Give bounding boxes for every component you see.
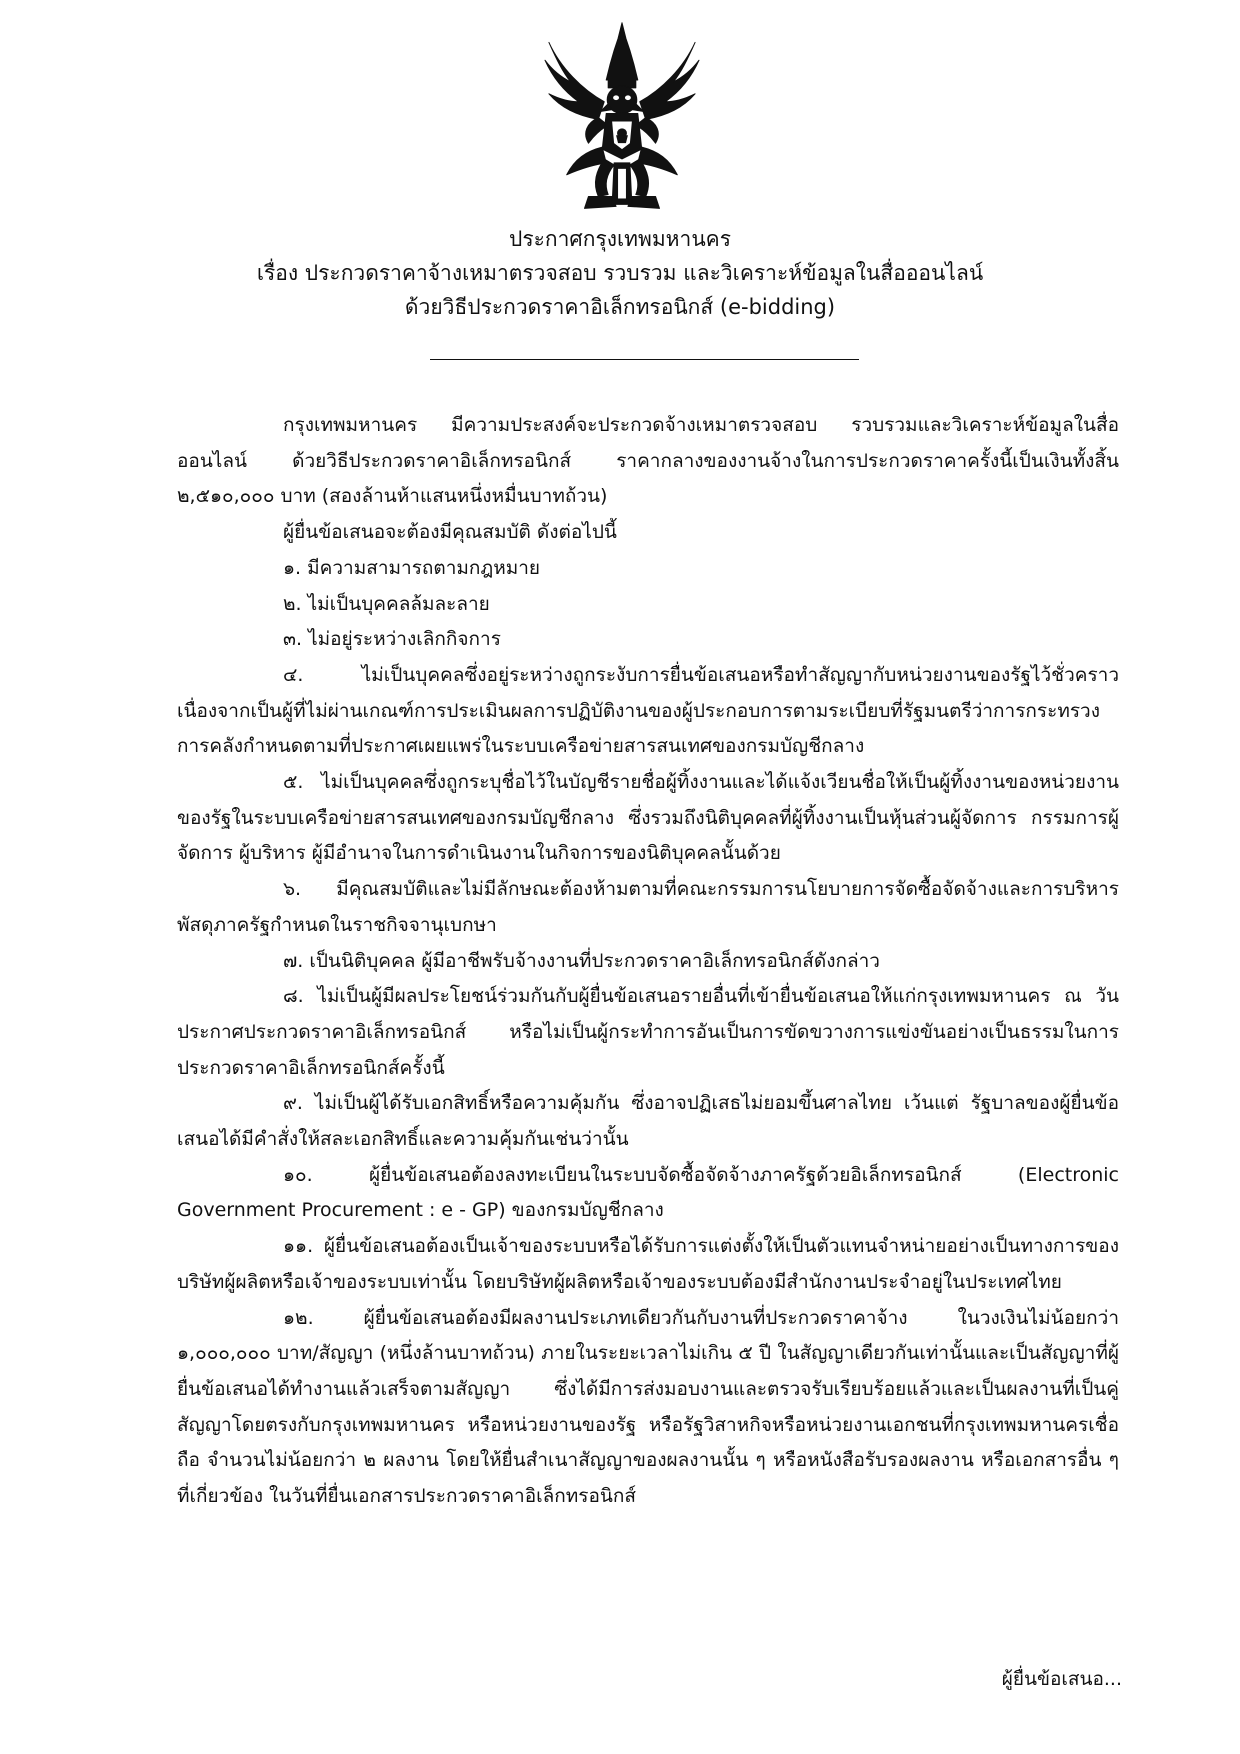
qualification-item-12: ๑๒. ผู้ยื่นข้อเสนอต้องมีผลงานประเภทเดียวกันกับงานที่ประกวดราคาจ้าง ในวงเงินไม่น้อยกว่า ๑,๐๐๐,๐๐๐ บาท/สัญญา (หนึ่งล้านบาทถ้วน) ภายในระยะเวลาไม่เกิน ๕ ปี ในสัญญาเดียวกันเท่านั้นและเป็นสัญญาที่ผู้ยื่นข้อเสนอได้ทำงานแล้วเสร็จตามสัญญา ซึ่งได้มีการส่งมอบงานและตรวจรับเรียบร้อยแล้วและเป็นผลงานที่เป็นคู่สัญญาโดยตรงกับกรุงเทพมหานคร หรือหน่วยงานของรัฐ หรือรัฐวิสาหกิจหรือหน่วยงานเอกชนที่กรุงเทพมหานครเชื่อถือ จำนวนไม่น้อยกว่า ๒ ผลงาน โดยให้ยื่นสำเนาสัญญาของผลงานนั้น ๆ หรือหนังสือรับรองผลงาน หรือเอกสารอื่น ๆ ที่เกี่ยวข้อง ในวันที่ยื่นเอกสารประกวดราคาอิเล็กทรอนิกส์ xyxy=(177,1306,1119,1508)
qualification-item-11: ๑๑. ผู้ยื่นข้อเสนอต้องเป็นเจ้าของระบบหรือได้รับการแต่งตั้งให้เป็นตัวแทนจำหน่ายอย่างเป็นทางการของบริษัทผู้ผลิตหรือเจ้าของระบบเท่านั้น โดยบริษัทผู้ผลิตหรือเจ้าของระบบต้องมีสำนักงานประจำอยู่ในประเทศไทย xyxy=(177,1235,1119,1293)
qualification-item-8: ๘. ไม่เป็นผู้มีผลประโยชน์ร่วมกันกับผู้ยื่นข้อเสนอรายอื่นที่เข้ายื่นข้อเสนอให้แก่กรุงเทพมหานคร ณ วันประกาศประกวดราคาอิเล็กทรอนิกส์ หรือไม่เป็นผู้กระทำการอันเป็นการขัดขวางการแข่งขันอย่างเป็นธรรมในการประกวดราคาอิเล็กทรอนิกส์ครั้งนี้ xyxy=(177,985,1119,1079)
announcement-method: ด้วยวิธีประกวดราคาอิเล็กทรอนิกส์ (e-bidding) xyxy=(404,295,836,319)
qualifications-lead: ผู้ยื่นข้อเสนอจะต้องมีคุณสมบัติ ดังต่อไปนี้ xyxy=(283,521,617,544)
announcement-subject: เรื่อง ประกวดราคาจ้างเหมาตรวจสอบ รวบรวม และวิเคราะห์ข้อมูลในสื่อออนไลน์ xyxy=(256,261,984,285)
qualification-item-1: ๑. มีความสามารถตามกฎหมาย xyxy=(283,556,541,579)
qualification-item-6: ๖. มีคุณสมบัติและไม่มีลักษณะต้องห้ามตามที่คณะกรรมการนโยบายการจัดซื้อจัดจ้างและการบริหารพัสดุภาครัฐกำหนดในราชกิจจานุเบกษา xyxy=(177,878,1119,936)
header-divider xyxy=(430,359,859,360)
garuda-emblem xyxy=(543,20,701,215)
qualification-item-2: ๒. ไม่เป็นบุคคลล้มละลาย xyxy=(283,592,490,615)
announcement-authority: ประกาศกรุงเทพมหานคร xyxy=(509,227,731,251)
qualification-item-9: ๙. ไม่เป็นผู้ได้รับเอกสิทธิ์หรือความคุ้มกัน ซึ่งอาจปฏิเสธไม่ยอมขึ้นศาลไทย เว้นแต่ รัฐบาลของผู้ยื่นข้อเสนอได้มีคำสั่งให้สละเอกสิทธิ์และความคุ้มกันเช่นว่านั้น xyxy=(177,1092,1119,1151)
page-continuation: ผู้ยื่นข้อเสนอ... xyxy=(1001,1668,1122,1690)
qualification-item-7: ๗. เป็นนิติบุคคล ผู้มีอาชีพรับจ้างงานที่ประกวดราคาอิเล็กทรอนิกส์ดังกล่าว xyxy=(283,949,880,972)
qualification-item-3: ๓. ไม่อยู่ระหว่างเลิกกิจการ xyxy=(283,628,501,651)
qualification-item-4: ๔. ไม่เป็นบุคคลซึ่งอยู่ระหว่างถูกระงับการยื่นข้อเสนอหรือทำสัญญากับหน่วยงานของรัฐไว้ชั่วคราวเนื่องจากเป็นผู้ที่ไม่ผ่านเกณฑ์การประเมินผลการปฏิบัติงานของผู้ประกอบการตามระเบียบที่รัฐมนตรีว่าการกระทรวงการคลังกำหนดตามที่ประกาศเผยแพร่ในระบบเครือข่ายสารสนเทศของกรมบัญชีกลาง xyxy=(177,663,1119,758)
qualification-item-5: ๕. ไม่เป็นบุคคลซึ่งถูกระบุชื่อไว้ในบัญชีรายชื่อผู้ทิ้งงานและได้แจ้งเวียนชื่อให้เป็นผู้ทิ้งงานของหน่วยงานของรัฐในระบบเครือข่ายสารสนเทศของกรมบัญชีกลาง ซึ่งรวมถึงนิติบุคคลที่ผู้ทิ้งงานเป็นหุ้นส่วนผู้จัดการ กรรมการผู้จัดการ ผู้บริหาร ผู้มีอำนาจในการดำเนินงานในกิจการของนิติบุคคลนั้นด้วย xyxy=(177,771,1119,865)
intro-paragraph: กรุงเทพมหานคร มีความประสงค์จะประกวดจ้างเหมาตรวจสอบ รวบรวมและวิเคราะห์ข้อมูลในสื่อออนไลน์ ด้วยวิธีประกวดราคาอิเล็กทรอนิกส์ ราคากลางของงานจ้างในการประกวดราคาครั้งนี้เป็นเงินทั้งสิ้น ๒,๕๑๐,๐๐๐ บาท (สองล้านห้าแสนหนึ่งหมื่นบาทถ้วน) xyxy=(177,414,1119,508)
announcement-body xyxy=(177,408,1119,1515)
qualification-item-10: ๑๐. ผู้ยื่นข้อเสนอต้องลงทะเบียนในระบบจัดซื้อจัดจ้างภาครัฐด้วยอิเล็กทรอนิกส์ (Electronic Government Procurement : e - GP) ของกรมบัญชีกลาง xyxy=(177,1163,1119,1222)
